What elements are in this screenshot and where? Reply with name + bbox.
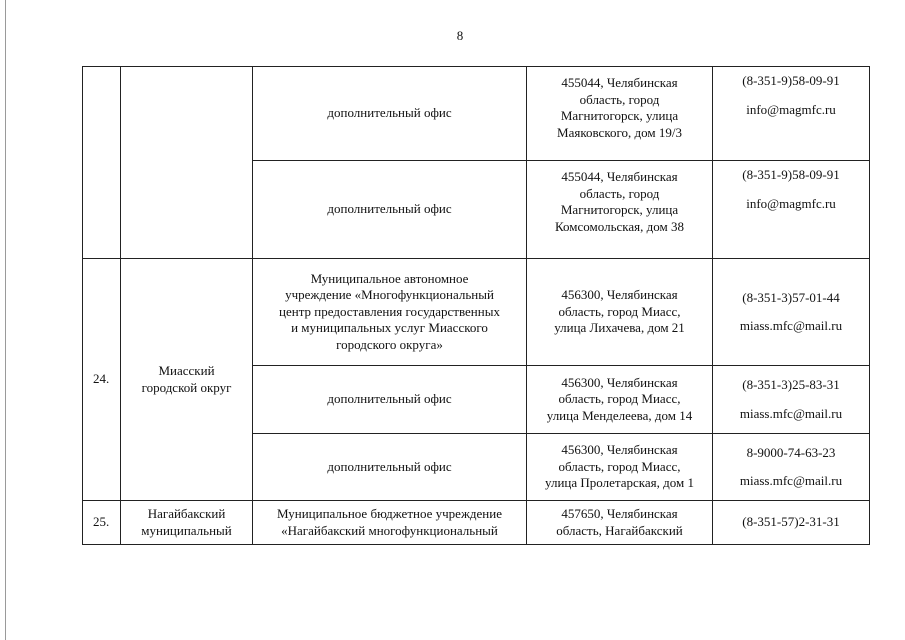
row-number-cell: 25.: [83, 501, 121, 545]
page-number: 8: [456, 28, 464, 43]
district-cell: Миасский городской округ: [121, 259, 253, 501]
institution-cell: дополнительный офис: [253, 67, 527, 161]
contact-cell: [713, 259, 870, 366]
email-text: miass.mfc@mail.ru: [739, 405, 843, 421]
institution-cell: дополнительный офис: [253, 366, 527, 434]
address-cell: 456300, Челябинская область, город Миасс, улица Пролетарская, дом 1: [527, 434, 713, 501]
table-row: [83, 501, 870, 545]
phone-text: (8-351-9)58-09-91: [742, 73, 840, 88]
phone-text: (8-351-3)25-83-31: [742, 377, 840, 392]
contact-cell: [713, 434, 870, 501]
contact-cell: [713, 161, 870, 259]
contact-cell: [713, 501, 870, 545]
institution-cell: дополнительный офис: [253, 161, 527, 259]
row-number-cell: 24.: [83, 259, 121, 501]
institution-cell: Муниципальное бюджетное учреждение «Нагайбакский многофункциональный: [253, 501, 527, 545]
address-cell: 457650, Челябинская область, Нагайбакский: [527, 501, 713, 545]
institution-cell: дополнительный офис: [253, 434, 527, 501]
contact-cell: [713, 366, 870, 434]
mfc-table: [82, 66, 870, 545]
address-cell: 455044, Челябинская область, город Магнитогорск, улица Маяковского, дом 19/3: [527, 67, 713, 161]
contact-cell: [713, 67, 870, 161]
phone-text: (8-351-9)58-09-91: [742, 167, 840, 182]
district-cell: [121, 67, 253, 259]
row-number-cell: [83, 67, 121, 259]
email-text: miass.mfc@mail.ru: [739, 318, 843, 333]
address-cell: 456300, Челябинская область, город Миасс, улица Лихачева, дом 21: [527, 259, 713, 366]
page-left-border: [5, 0, 6, 640]
address-cell: 455044, Челябинская область, город Магнитогорск, улица Комсомольская, дом 38: [527, 161, 713, 259]
email-text: info@magmfc.ru: [746, 101, 836, 117]
district-cell: Нагайбакский муниципальный: [121, 501, 253, 545]
institution-cell: Муниципальное автономное учреждение «Многофункциональный центр предоставления государственных и муниципальных услуг Миасского городского округа»: [253, 259, 527, 366]
table-row: [83, 67, 870, 161]
table-row: [83, 259, 870, 366]
phone-text: (8-351-3)57-01-44: [742, 289, 840, 305]
phone-text: 8-9000-74-63-23: [746, 444, 836, 460]
address-cell: 456300, Челябинская область, город Миасс, улица Менделеева, дом 14: [527, 366, 713, 434]
email-text: info@magmfc.ru: [746, 195, 836, 211]
phone-text: (8-351-57)2-31-31: [742, 514, 840, 530]
email-text: miass.mfc@mail.ru: [739, 473, 843, 488]
